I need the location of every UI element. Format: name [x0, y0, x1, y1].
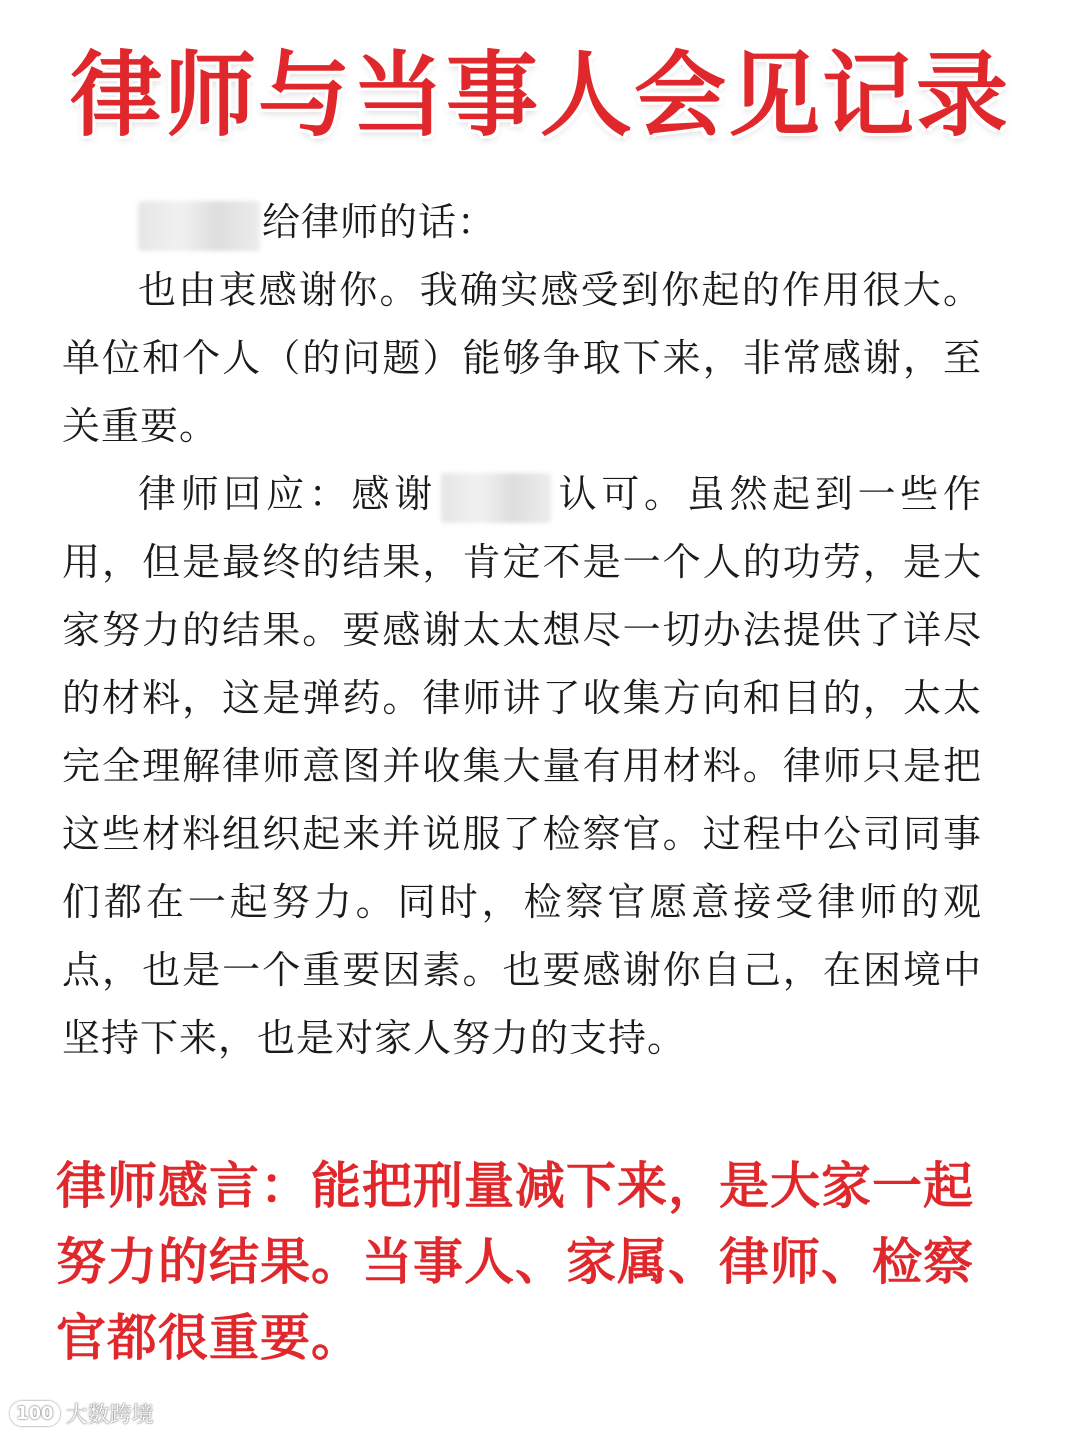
watermark-logo-icon: 100 — [10, 1401, 60, 1426]
document-body — [62, 188, 982, 1072]
redacted-name — [441, 473, 551, 523]
watermark-text: 大数跨境 — [65, 1403, 154, 1428]
redacted-name — [138, 201, 260, 251]
lawyer-remarks: 律师感言：能把刑量减下来，是大家一起努力的结果。当事人、家属、律师、检察官都很重要。 — [56, 1157, 974, 1367]
client-message: 也由衷感谢你。我确实感受到你起的作用很大。单位和个人（的问题）能够争取下来，非常感谢，至关重要。 — [62, 268, 982, 448]
lawyer-response-start: 律师回应：感谢 — [138, 472, 437, 516]
greeting-text: 给律师的话： — [262, 200, 497, 244]
watermark — [10, 1398, 154, 1429]
lawyer-response-rest: 认可。虽然起到一些作用，但是最终的结果，肯定不是一个人的功劳，是大家努力的结果。要感谢太太想尽一切办法提供了详尽的材料，这是弹药。律师讲了收集方向和目的，太太完全理解律师意图并收集大量有用材料。律师只是把这些材料组织起来并说服了检察官。过程中公司同事们都在一起努力。同时，检察官愿意接受律师的观点，也是一个重要因素。也要感谢你自己，在困境中坚持下来，也是对家人努力的支持。 — [62, 472, 982, 1060]
page-title: 律师与当事人会见记录 — [69, 42, 1010, 149]
greeting-line — [62, 188, 982, 256]
lawyer-response — [62, 460, 982, 1072]
